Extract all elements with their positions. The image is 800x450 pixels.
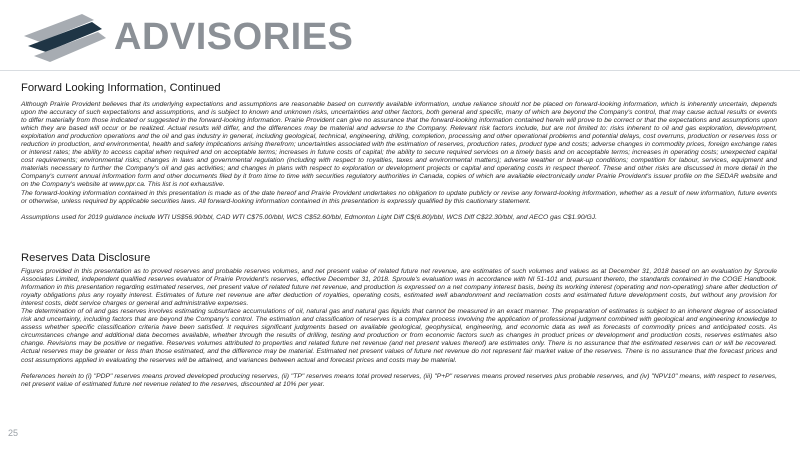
paragraph: The forward-looking information contained in this presentation is made as of the date hereof and Prairie Provident undertakes no obligation to update publicly or revise any forward-looking information, whether as a result of new information, future events or otherwise, unless required by applicable securities laws. All forward-looking information contained in this presentation is expressly qualified by this cautionary statement. bbox=[21, 189, 777, 205]
paragraph: Figures provided in this presentation as to proved reserves and probable reserves volumes, and net present value of related future net revenue, are estimates of such volumes and values as at December 31, 2018 based on an evaluation by Sproule Associates Limited, independent qualified reserves evaluator of Prairie Provident's reserves, effective December 31, 2018. Sproule's evaluation was in accordance with NI 51-101 and, pursuant thereto, the standards contained in the COGE Handbook. Information in this presentation regarding estimated reserves, net present value of related future net revenue, and production is expressed on a net company interest basis, being its working interest (operating and non-operating) share after deduction of royalty obligations plus any royalty interest. Estimates of future net revenue are after deduction of royalties, operating costs, estimated well abandonment and reclamation costs and estimated future development costs, but without any provision for interest costs, debt service charges or general and administrative expenses. bbox=[21, 268, 777, 308]
section-heading-reserves: Reserves Data Disclosure bbox=[21, 252, 151, 264]
paragraph: Although Prairie Provident believes that its underlying expectations and assumptions are reasonable based on currently available information, undue reliance should not be placed on forward-looking information, which is inherently uncertain, depends upon the accuracy of such expectations and assumptions, and is subject to known and unknown risks, uncertainties and other factors, both general and specific, many of which are beyond the Company's control, that may cause actual results or events to differ materially from those indicated or suggested in the forward-looking information. Prairie Provident can give no assurance that the forward-looking information contained herein will prove to be correct or that the expectations and assumptions upon which they are based will occur or be realized. Actual results will differ, and the differences may be material and adverse to the Company. Relevant risk factors include, but are not limited to: risks inherent to oil and gas exploration, development, exploitation and production operations and the oil and gas industry in general, including geological, technical, engineering, drilling, completion, processing and other operational problems and potential delays, cost overruns, production or reserves loss or reduction in production, and environmental, health and safety implications arising therefrom; uncertainties associated with the estimation of reserves, production rates, product type and costs; adverse changes in commodity prices, foreign exchange rates or interest rates; the ability to access capital when required and on acceptable terms; increases in future costs of capital; the ability to secure required services on a timely basis and on acceptable terms; increases in operating costs; unexpected capital cost requirements; environmental risks; changes in laws and governmental regulation (including with respect to royalties, taxes and environmental matters); adverse weather or break-up conditions; competition for labour, services, equipment and materials necessary to further the Company's oil and gas activities; and changes in plans with respect to exploration or development projects or capital and operating costs in respect thereof. These and other risks are discussed in more detail in the Company's current annual information form and other documents filed by it from time to time with securities regulatory authorities in Canada, copies of which are available electronically under Prairie Provident's issuer profile on the SEDAR website and on the Company's website at www.ppr.ca. This list is not exhaustive. bbox=[21, 101, 777, 189]
paragraph: The determination of oil and gas reserves involves estimating subsurface accumulations of oil, natural gas and natural gas liquids that cannot be measured in an exact manner. The preparation of estimates is subject to an inherent degree of associated risk and uncertainty, including factors that are beyond the Company's control. The estimation and classification of reserves is a complex process involving the application of professional judgment combined with geological and engineering knowledge to assess whether specific classification criteria have been satisfied. It requires significant judgments based on available geological, geophysical, engineering, and economic data as well as forecasts of commodity prices and anticipated costs. As circumstances change and additional data becomes available, whether through the results of drilling, testing and production or from economic factors such as changes in product prices or development and production costs, reserves estimates also change. Revisions may be positive or negative. Reserves volumes attributed to properties and related future net revenue (and net present values thereof) are estimates only. There is no assurance that the estimated reserves can or will be recovered. Actual reserves may be greater or less than those estimated, and the difference may be material. Estimated net present values of future net revenue do not represent fair market value of the reserves. There is no assurance that the forecast prices and cost assumptions applied in evaluating the reserves will be attained, and variances between actual and forecast prices and costs may be material. bbox=[21, 308, 777, 364]
reserves-body bbox=[21, 268, 777, 389]
page-number: 25 bbox=[8, 428, 19, 438]
references-paragraph: References herein to (i) "PDP" reserves means proved developed producing reserves, (ii) "TP" reserves means total proved reserves, (iii) "P+P" reserves means proved reserves plus probable reserves, and (iv) "NPV10" means, with respect to reserves, net present value of estimated future net revenue related to the reserves, discounted at 10% per year. bbox=[21, 372, 777, 388]
forward-looking-body bbox=[21, 101, 777, 222]
section-heading-forward-looking: Forward Looking Information, Continued bbox=[21, 82, 221, 94]
prairie-provident-logo bbox=[18, 12, 110, 64]
header-divider bbox=[0, 70, 800, 71]
assumptions-paragraph: Assumptions used for 2019 guidance include WTI US$56.90/bbl, CAD WTI C$75.00/bbl, WCS C$52.60/bbl, Edmonton Light Diff C$(6.80)/bbl, WCS Diff C$22.30/bbl, and AECO gas C$1.90/GJ. bbox=[21, 213, 598, 221]
page-title: ADVISORIES bbox=[114, 16, 354, 58]
